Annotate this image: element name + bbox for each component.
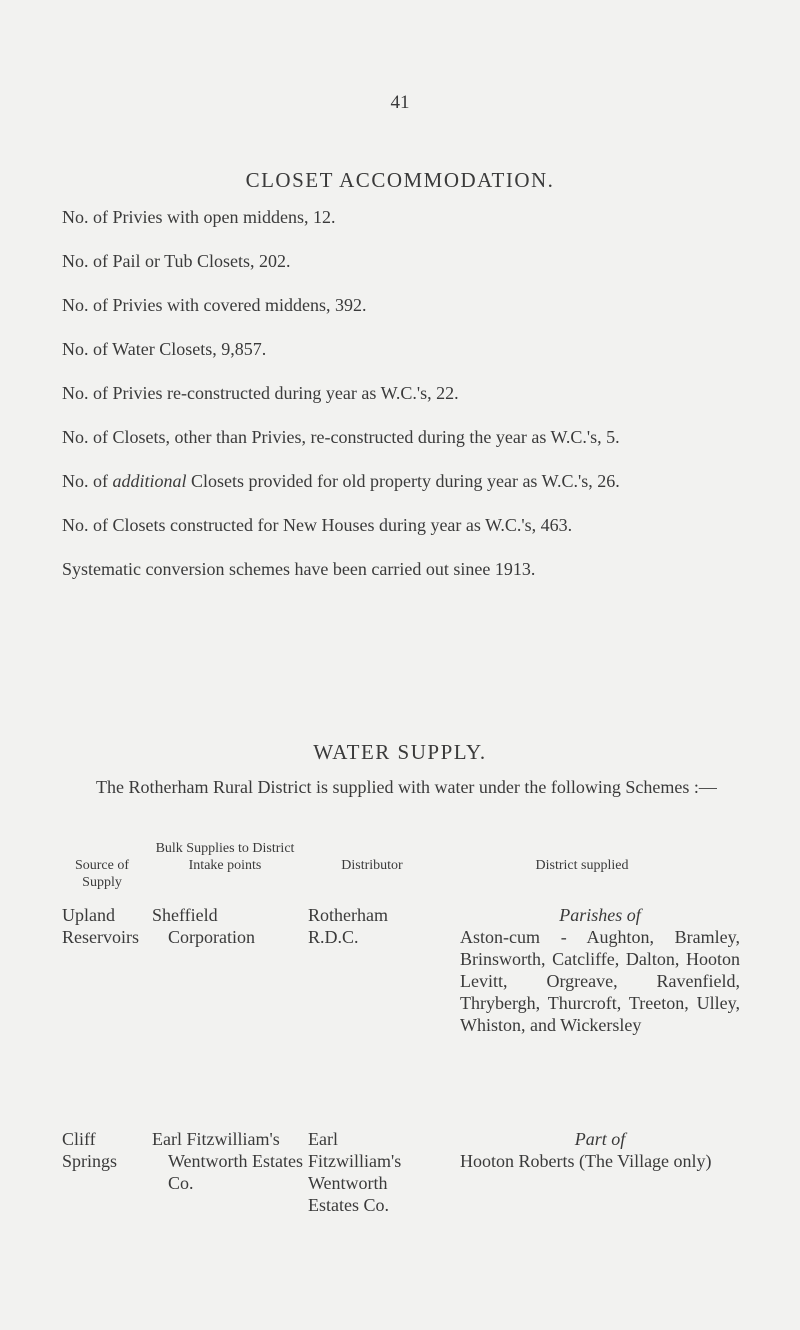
water-supply-intro: The Rotherham Rural District is supplied with water under the following Schemes :— bbox=[96, 777, 717, 797]
cell-bulk: Sheffield Corporation bbox=[152, 905, 255, 947]
cell-distributor: Rotherham R.D.C. bbox=[308, 905, 388, 947]
closet-item-additional bbox=[62, 470, 742, 492]
cell-source: Upland Reservoirs bbox=[62, 905, 139, 947]
district-title: Parishes of bbox=[559, 905, 641, 925]
header-district-supplied: District supplied bbox=[535, 858, 629, 873]
water-table-header bbox=[62, 840, 742, 900]
closet-item-pail-tub: No. of Pail or Tub Closets, 202. bbox=[62, 251, 291, 271]
closet-item-additional-prefix: No. of bbox=[62, 471, 113, 491]
closet-item-additional-emphasis: additional bbox=[112, 471, 187, 491]
header-source: Source of Supply bbox=[74, 858, 130, 890]
header-bulk-supplies: Bulk Supplies to District Intake points bbox=[155, 841, 295, 873]
cell-distributor: Earl Fitzwilliam's Wentworth Estates Co. bbox=[308, 1129, 402, 1215]
cell-bulk: Earl Fitzwilliam's Wentworth Estates Co. bbox=[152, 1129, 304, 1193]
district-list: Hooton Roberts (The Village only) bbox=[460, 1151, 712, 1171]
closet-item-other-reconstructed: No. of Closets, other than Privies, re-constructed during the year as W.C.'s, 5. bbox=[62, 427, 620, 447]
closet-accommodation-heading: CLOSET ACCOMMODATION. bbox=[245, 168, 555, 192]
closet-item-new-houses: No. of Closets constructed for New Houses during year as W.C.'s, 463. bbox=[62, 515, 573, 535]
closet-item-additional-suffix: Closets provided for old property during year as W.C.'s, 26. bbox=[186, 471, 620, 491]
district-title: Part of bbox=[574, 1129, 626, 1149]
closet-item-covered-middens: No. of Privies with covered middens, 392. bbox=[62, 295, 367, 315]
district-list: Aston-cum - Aughton, Bramley, Brinsworth, Catcliffe, Dalton, Hooton Levitt, Orgreave, Ravenfield, Thrybergh, Thurcroft, Treeton, Ulley, Whiston, and Wickersley bbox=[460, 927, 740, 1035]
closet-item-open-middens: No. of Privies with open middens, 12. bbox=[62, 207, 336, 227]
closet-list bbox=[62, 206, 742, 602]
water-supply-heading: WATER SUPPLY. bbox=[313, 740, 487, 764]
water-table-body bbox=[62, 904, 742, 1238]
page-number: 41 bbox=[390, 92, 410, 113]
header-distributor: Distributor bbox=[341, 858, 403, 873]
closet-item-privies-reconstructed: No. of Privies re-constructed during year as W.C.'s, 22. bbox=[62, 383, 459, 403]
table-row bbox=[62, 904, 742, 1128]
table-row bbox=[62, 1128, 742, 1238]
cell-district-supplied bbox=[434, 904, 740, 1036]
cell-source: Cliff Springs bbox=[62, 1129, 118, 1171]
closet-item-conversion-schemes: Systematic conversion schemes have been carried out sinee 1913. bbox=[62, 559, 536, 579]
cell-district-supplied bbox=[434, 1128, 740, 1172]
closet-item-water-closets: No. of Water Closets, 9,857. bbox=[62, 339, 267, 359]
